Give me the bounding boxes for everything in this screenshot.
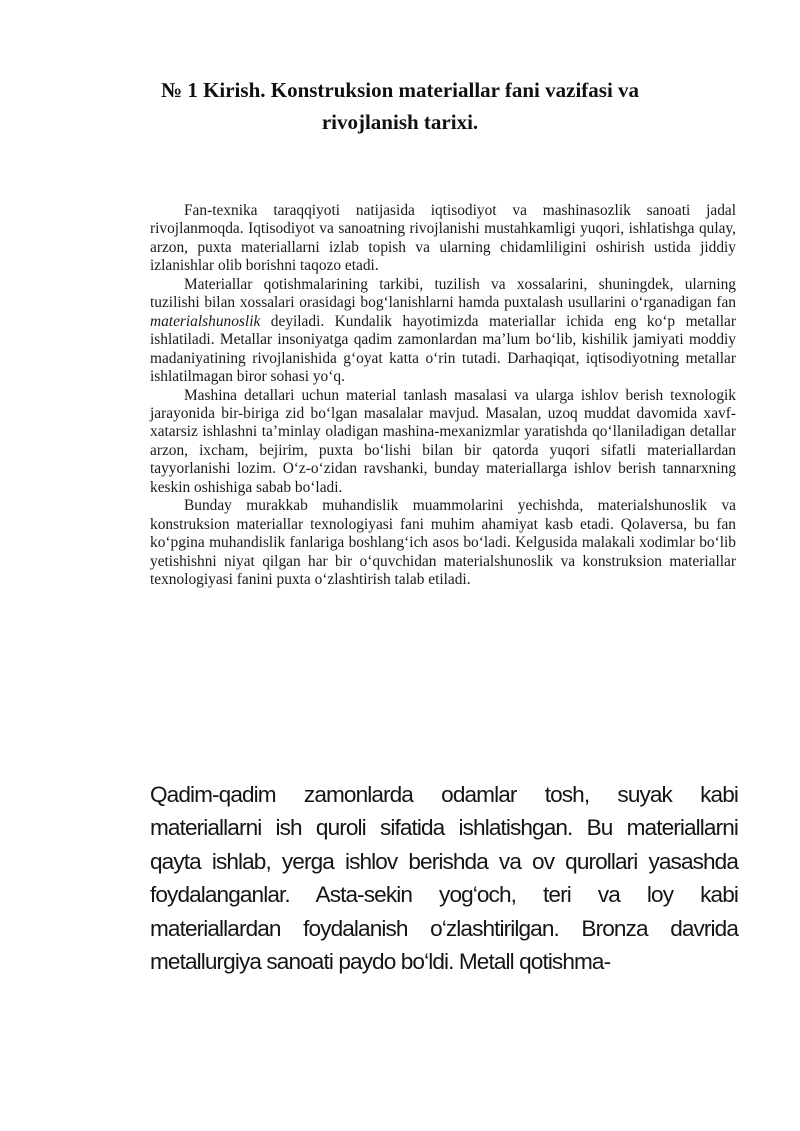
title-line-2: rivojlanish tarixi. (321, 110, 479, 134)
scanned-text-block-2 (150, 778, 738, 978)
paragraph-2-text-a: Materiallar qotishmalarining tarkibi, tuzilish va xossalarini, shuningdek, ularning tuzilishi bilan xossalari orasidagi bog‘lanishlarni hamda puxtalash usullarini o‘rganadigan fan (150, 275, 736, 312)
paragraph-3: Mashina detallari uchun material tanlash masalasi va ularga ishlov berish texnologik jarayonida bir-biriga zid bo‘lgan masalalar mavjud. Masalan, uzoq muddat davomida xavf-xatarsiz ishlashni ta’minlay oladigan mashina-mexanizmlar yaratishda qo‘llaniladigan detallar arzon, ixcham, bejirim, puxta bo‘lishi bilan bir qatorda yuqori sifatli materiallardan tayyorlanishi lozim. O‘z-o‘zidan ravshanki, bunday materiallarga ishlov berish tannarxning keskin oshishiga sabab bo‘ladi. (150, 386, 736, 496)
page-title (100, 74, 700, 138)
paragraph-5: Qadim-qadim zamonlarda odamlar tosh, suyak kabi materiallarni ish quroli sifatida ishlatishgan. Bu materiallarni qayta ishlab, yerga ishlov berishda va ov qurollari yasashda foydalanganlar. Asta-sekin yog‘och, teri va loy kabi materiallardan foydalanish o‘zlashtirilgan. Bronza davrida metallurgiya sanoati paydo bo‘ldi. Metall qotishma- (150, 782, 738, 975)
paragraph-2-text-b: deyiladi. Kundalik hayotimizda materiallar ichida eng ko‘p metallar ishlatiladi. Metallar insoniyatga qadim zamonlardan ma’lum bo‘lib, kishilik jamiyati moddiy madaniyatining rivojlanishida g‘oyat katta o‘rin tutadi. Darhaqiqat, iqtisodiyotning metallar ishlatilmagan biror sohasi yo‘q. (150, 312, 736, 386)
title-line-1: № 1 Kirish. Konstruksion materiallar fani vazifasi va (160, 78, 640, 102)
term-materialshunoslik: materialshunoslik (150, 312, 261, 330)
paragraph-2 (150, 276, 736, 387)
paragraph-4: Bunday murakkab muhandislik muammolarini yechishda, materialshunoslik va konstruksion materiallar texnologiyasi fani muhim ahamiyat kasb etadi. Qolaversa, bu fan ko‘pgina muhandislik fanlariga boshlang‘ich asos bo‘ladi. Kelgusida malakali xodimlar bo‘lib yetishishni niyat qilgan har bir o‘quvchidan materialshunoslik va konstruksion materiallar texnologiyasi fanini puxta o‘zlashtirish talab etiladi. (150, 497, 736, 589)
scanned-text-block-1 (150, 202, 736, 590)
paragraph-1: Fan-texnika taraqqiyoti natijasida iqtisodiyot va mashinasozlik sanoati jadal rivojlanmoqda. Iqtisodiyot va sanoatning rivojlanishi mustahkamligi yuqori, ishlatishga qulay, arzon, puxta materiallarni izlab topish va ularning chidamliligini oshirish ustida jiddiy izlanishlar olib borishni taqozo etadi. (150, 202, 736, 275)
